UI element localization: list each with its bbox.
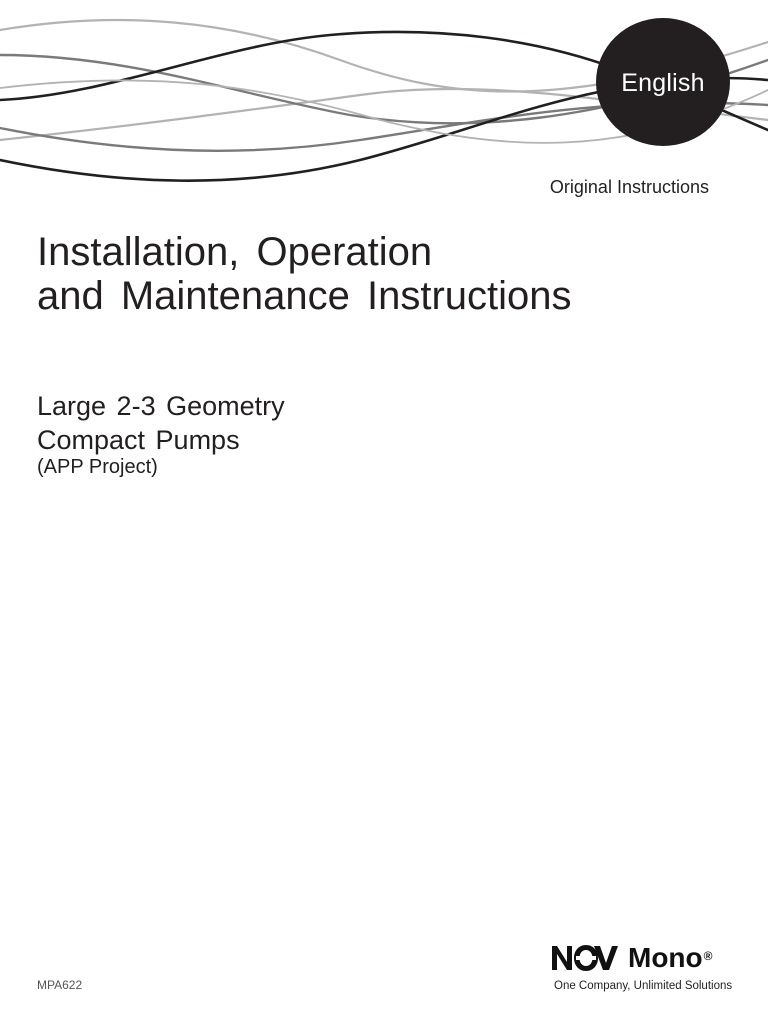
nov-mono-logo [552,936,712,972]
product-subtitle-line-1: Large 2-3 Geometry [37,391,285,421]
mono-wordmark-text: Mono [628,942,703,973]
document-number: MPA622 [37,978,83,992]
mono-wordmark [628,944,712,972]
project-label: (APP Project) [37,456,158,478]
registered-trademark-symbol: ® [703,949,713,963]
document-title-line-1: Installation, Operation [37,230,433,274]
original-instructions-label: Original Instructions [549,177,709,197]
product-subtitle-line-2: Compact Pumps [37,425,240,455]
language-label: English [621,68,705,97]
language-badge [596,18,730,146]
product-subtitle [37,389,285,457]
company-tagline: One Company, Unlimited Solutions [554,980,733,992]
document-title-line-2: and Maintenance Instructions [37,274,572,318]
nov-logo-icon [552,944,618,972]
document-title [37,230,572,318]
